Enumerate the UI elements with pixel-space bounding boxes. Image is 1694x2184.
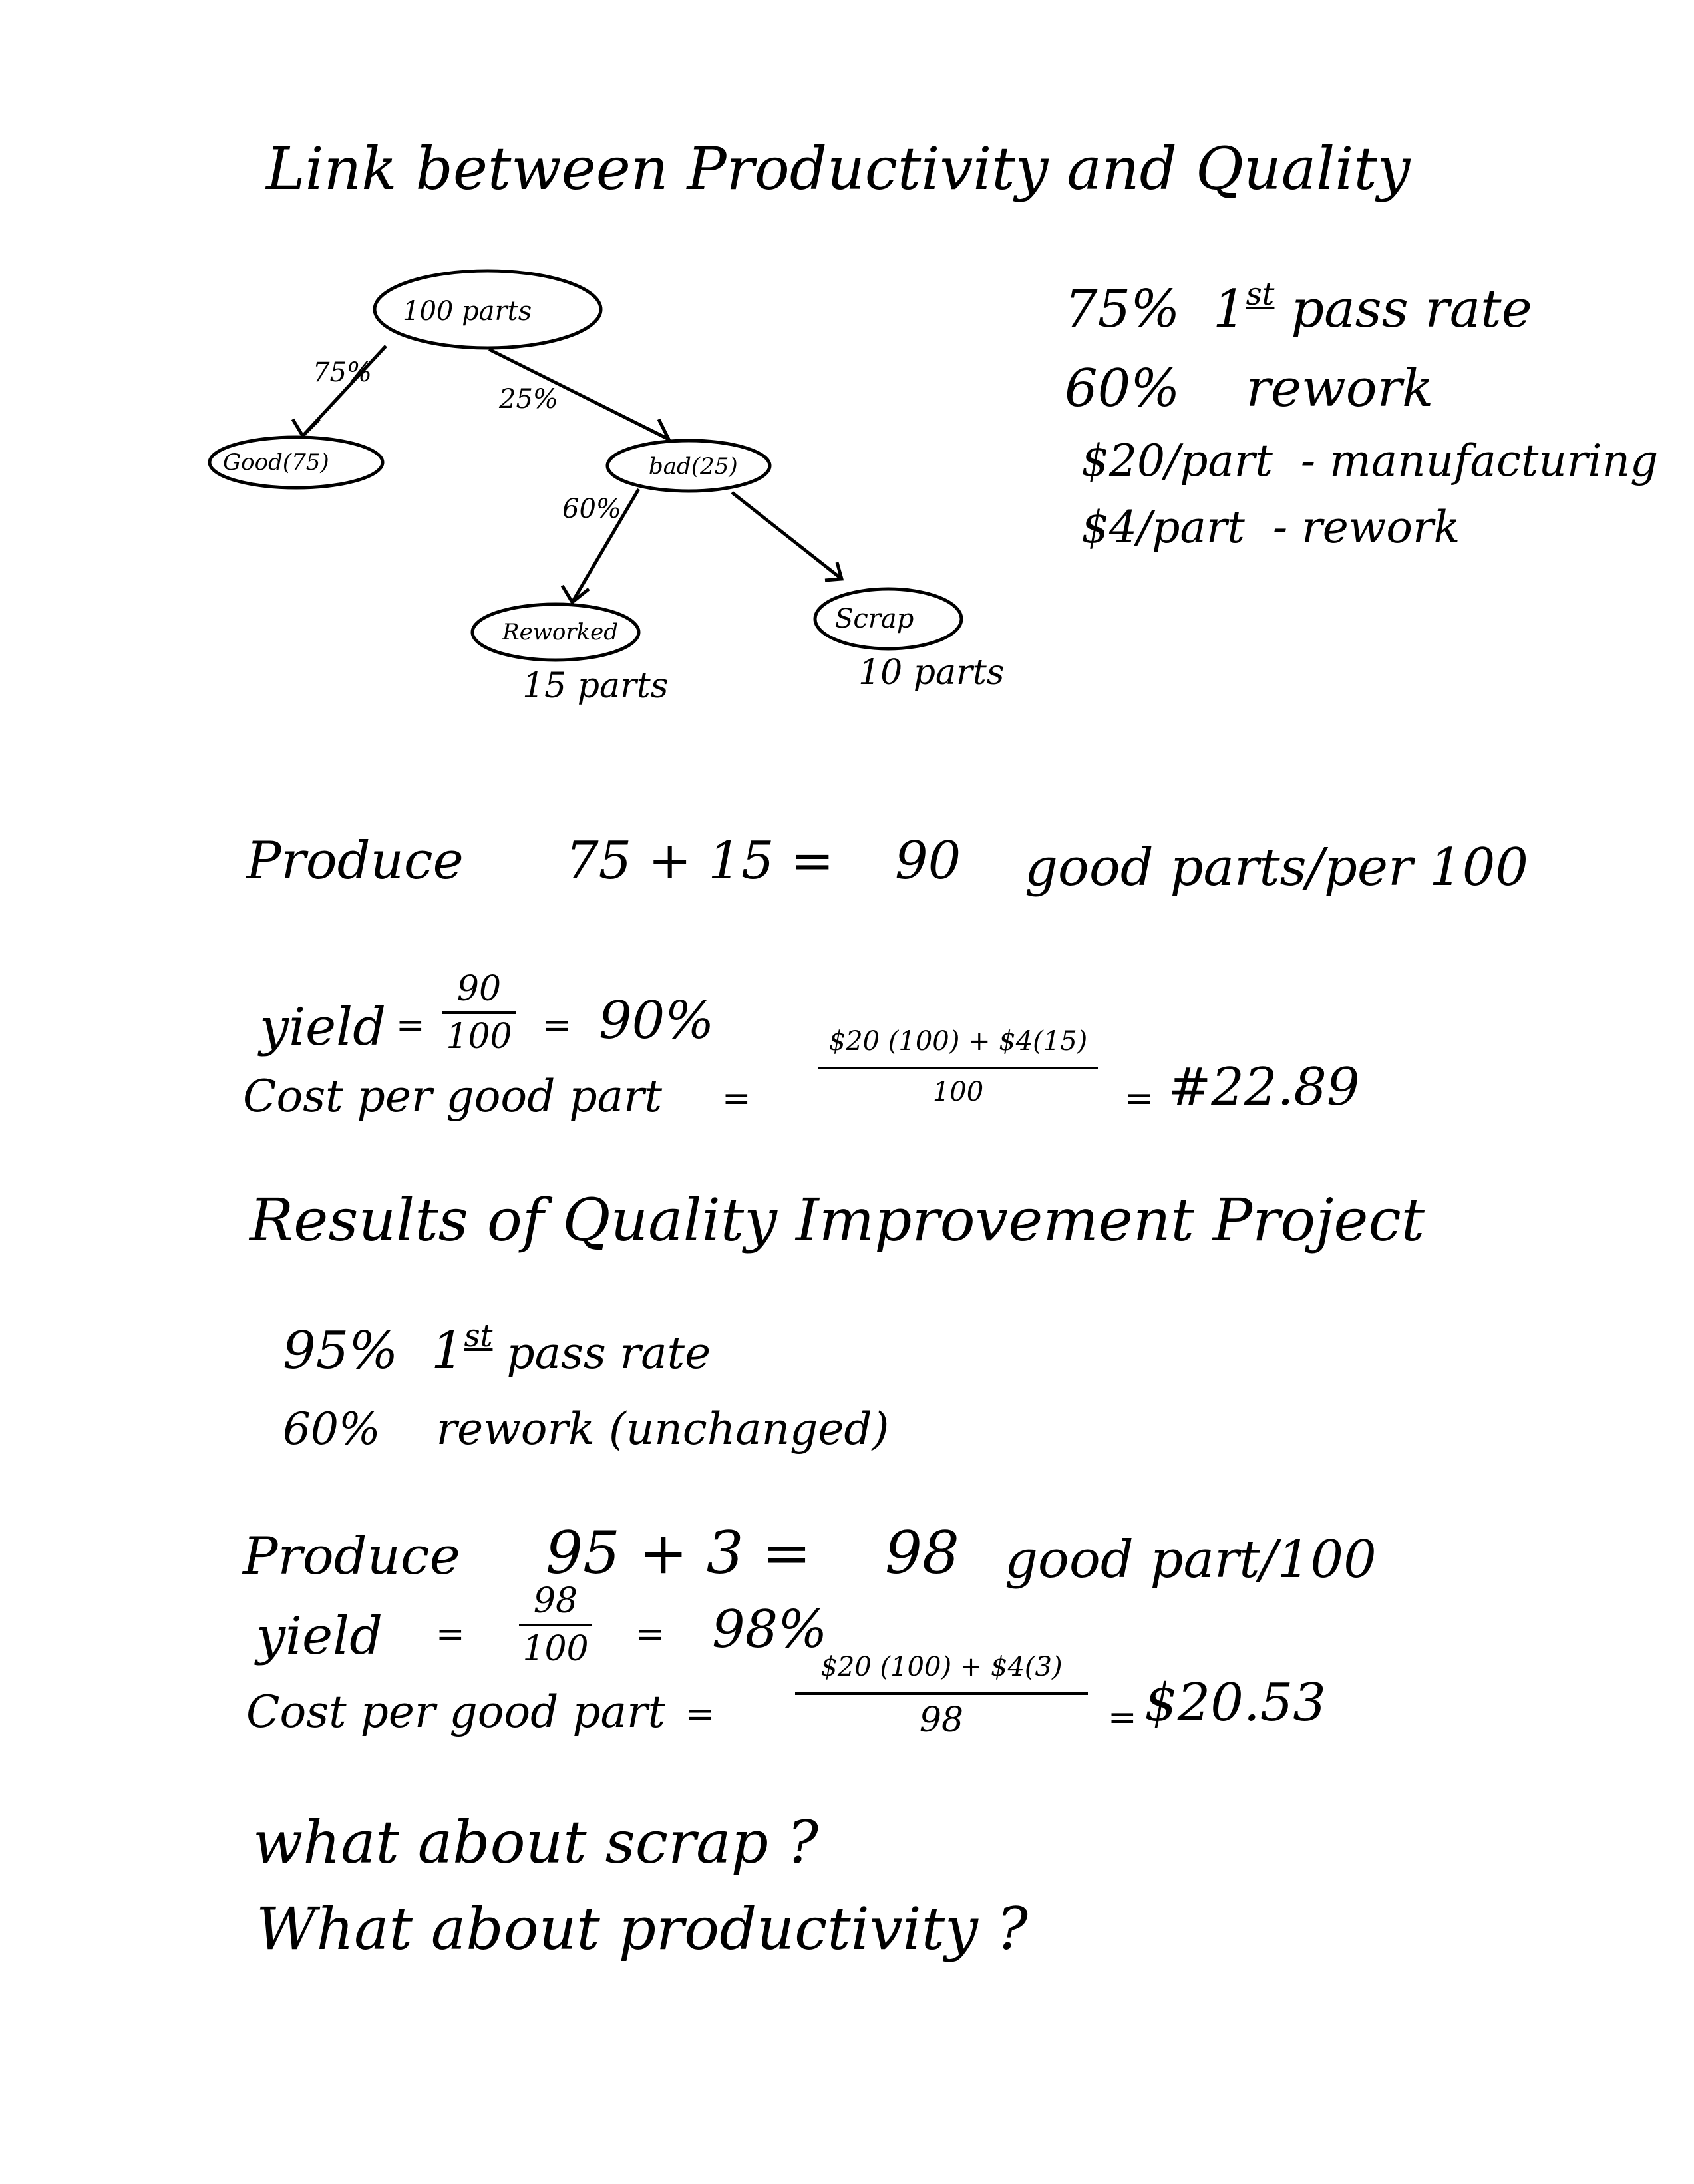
- fraction-bar: [795, 1692, 1088, 1695]
- before-yield-equals: =: [396, 1005, 425, 1045]
- after-cost-numerator: $20 (100) + $4(3): [820, 1652, 1063, 1682]
- after-cost-label: Cost per good part: [246, 1686, 666, 1737]
- before-cost-equals-2: =: [1124, 1079, 1154, 1119]
- after-cost-fraction: [795, 1652, 1088, 1740]
- after-cost-equals-2: =: [1108, 1698, 1137, 1737]
- edge-bad-scrap: [732, 492, 842, 579]
- after-cost-denominator: 98: [919, 1700, 964, 1740]
- before-cost-label: Cost per good part: [243, 1071, 663, 1122]
- after-produce-eq: 95 + 3 =: [546, 1519, 812, 1587]
- before-cost-fraction: [818, 1028, 1098, 1105]
- after-assumption-rework: 60% rework (unchanged): [283, 1403, 890, 1455]
- reworked-node-label: Reworked: [502, 619, 619, 645]
- before-produce-unit: good parts/per 100: [1025, 838, 1528, 898]
- after-cost-result: $20.53: [1144, 1673, 1326, 1733]
- before-yield-result: 90%: [599, 991, 715, 1051]
- fraction-bar: [818, 1067, 1098, 1069]
- before-cost-equals: =: [722, 1079, 751, 1119]
- assumption-pass-rate: 75% 1st pass rate: [1065, 277, 1532, 339]
- good-node-label: Good(75): [223, 449, 329, 476]
- after-yield-result: 98%: [712, 1600, 828, 1660]
- assumption-manufacturing-cost: $20/part - manufacturing: [1081, 435, 1659, 486]
- bad-node-label: bad(25): [649, 453, 738, 480]
- before-cost-numerator: $20 (100) + $4(15): [828, 1026, 1088, 1057]
- question-productivity: What about productivity ?: [256, 1895, 1028, 1963]
- before-produce-result: 90: [895, 831, 961, 891]
- edge-label-rework-pct: 60%: [562, 494, 621, 524]
- before-yield-fraction: [442, 969, 516, 1057]
- after-yield-equals-2: =: [635, 1614, 665, 1654]
- assumption-rework-cost: $4/part - rework: [1081, 502, 1460, 553]
- before-yield-numerator: 90: [456, 969, 502, 1009]
- edge-label-bad-pct: 25%: [499, 384, 558, 415]
- after-yield-fraction: [519, 1581, 592, 1669]
- after-yield-equals: =: [436, 1614, 465, 1654]
- reworked-count: 15 parts: [522, 666, 669, 706]
- before-produce-label: Produce: [246, 831, 464, 891]
- before-produce-eq: 75 + 15 =: [566, 831, 834, 891]
- before-yield-denominator: 100: [446, 1017, 512, 1057]
- page-title: Link between Productivity and Quality: [266, 134, 1411, 203]
- section-title: Results of Quality Improvement Project: [250, 1186, 1425, 1254]
- after-yield-label: yield: [256, 1606, 383, 1666]
- root-node-label: 100 parts: [403, 296, 532, 327]
- edge-label-good-pct: 75%: [313, 357, 372, 388]
- after-produce-unit: good part/100: [1005, 1530, 1377, 1590]
- scrap-count: 10 parts: [858, 653, 1005, 693]
- before-cost-denominator: 100: [932, 1077, 984, 1107]
- assumption-rework: 60% rework: [1065, 359, 1434, 419]
- before-cost-result: #22.89: [1168, 1057, 1360, 1117]
- arrowhead-good: [293, 419, 319, 436]
- fraction-bar: [442, 1011, 516, 1014]
- question-scrap: what about scrap ?: [253, 1808, 819, 1877]
- after-produce-result: 98: [885, 1519, 959, 1587]
- arrowhead-bad: [649, 419, 669, 439]
- after-yield-numerator: 98: [533, 1581, 578, 1621]
- scrap-node-label: Scrap: [835, 604, 914, 634]
- after-assumption-pass-rate: 95% 1st pass rate: [283, 1318, 711, 1381]
- fraction-bar: [519, 1624, 592, 1626]
- after-cost-equals: =: [685, 1694, 715, 1734]
- after-yield-denominator: 100: [522, 1629, 589, 1669]
- after-produce-label: Produce: [243, 1527, 460, 1586]
- before-yield-equals-2: =: [542, 1005, 572, 1045]
- before-yield-label: yield: [259, 998, 387, 1057]
